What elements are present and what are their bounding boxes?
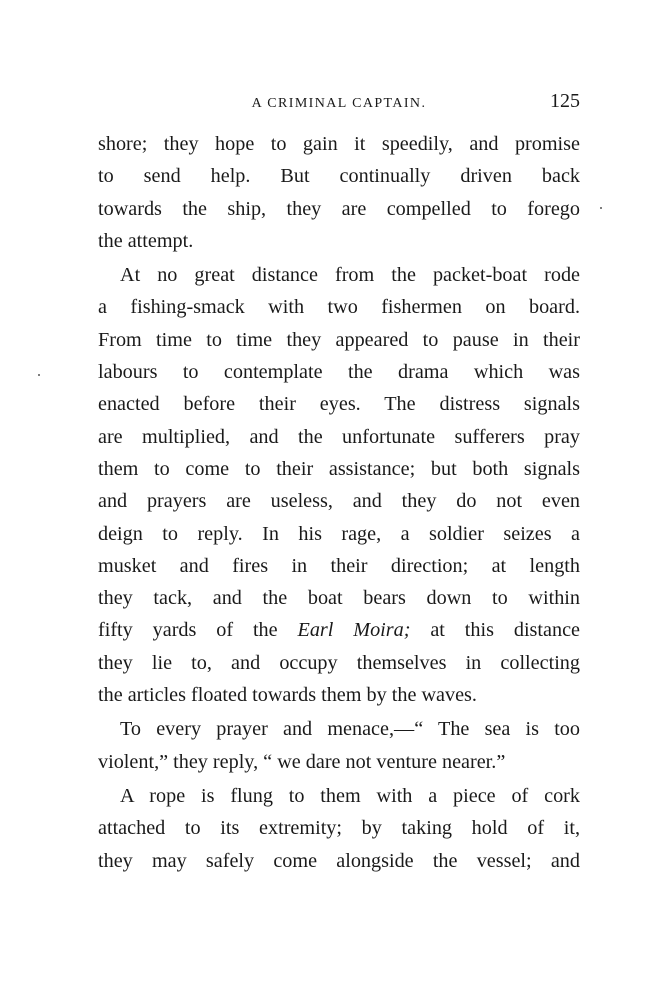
text-line: them to come to their assistance; but both signals	[98, 457, 580, 480]
text-line: to send help. But continually driven back	[98, 165, 580, 188]
text-line: they may safely come alongside the vessel; and	[98, 849, 580, 872]
text-line: labours to contemplate the drama which was	[98, 361, 580, 384]
text-line: towards the ship, they are compelled to forego	[98, 197, 580, 220]
text-line: enacted before their eyes. The distress signals	[98, 393, 580, 416]
print-speck	[600, 207, 602, 209]
text-line: At no great distance from the packet-boat rode	[120, 264, 580, 287]
text-line: they lie to, and occupy themselves in collecting	[98, 651, 580, 674]
text-line: deign to reply. In his rage, a soldier seizes a	[98, 522, 580, 545]
text-line: From time to time they appeared to pause in their	[98, 328, 580, 351]
body-text	[98, 128, 580, 879]
text-line: they tack, and the boat bears down to within	[98, 587, 580, 610]
ship-name: Earl Moira;	[297, 619, 411, 642]
text-line-with-ship-name	[98, 614, 580, 646]
running-head	[98, 90, 580, 118]
running-title: A CRIMINAL CAPTAIN.	[251, 96, 427, 111]
text-line: a fishing-smack with two fishermen on board.	[98, 296, 580, 319]
text-line: shore; they hope to gain it speedily, and promise	[98, 133, 580, 155]
paragraph-1	[98, 128, 580, 257]
page-number: 125	[550, 90, 580, 112]
text-line: the attempt.	[98, 229, 194, 252]
paragraph-3	[98, 713, 580, 778]
text-line: attached to its extremity; by taking hold of it,	[98, 817, 580, 840]
print-speck	[38, 374, 40, 376]
text-line: A rope is flung to them with a piece of cork	[120, 784, 580, 807]
paragraph-2	[98, 259, 580, 711]
text-line: musket and fires in their direction; at length	[98, 554, 580, 577]
line-text-after: at this distance	[410, 619, 580, 642]
text-line: To every prayer and menace,—“ The sea is too	[120, 718, 580, 741]
text-line: violent,” they reply, “ we dare not venture nearer.”	[98, 750, 506, 773]
text-line: and prayers are useless, and they do not even	[98, 490, 580, 513]
text-line: are multiplied, and the unfortunate sufferers pray	[98, 425, 580, 448]
paragraph-4	[98, 780, 580, 877]
line-text-before: fifty yards of the	[98, 619, 298, 642]
text-line: the articles floated towards them by the waves.	[98, 684, 477, 707]
